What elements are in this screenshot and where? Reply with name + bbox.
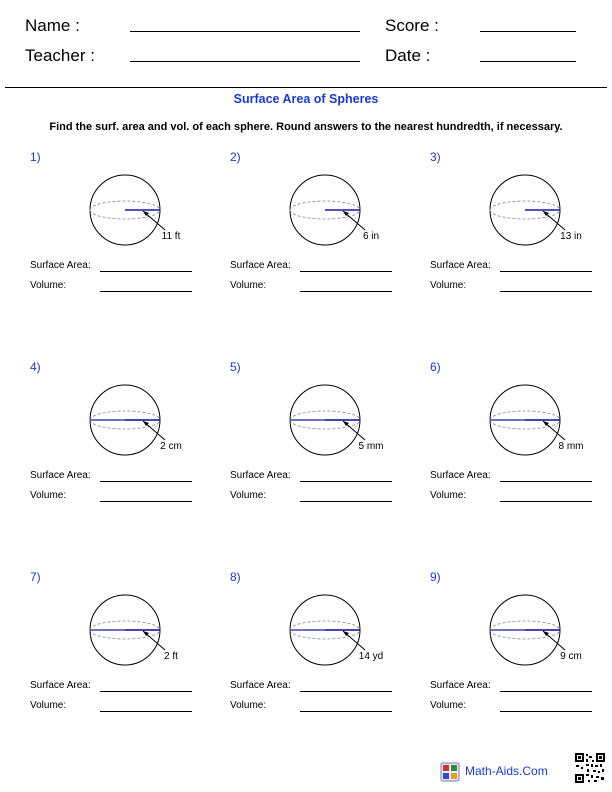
score-label: Score : <box>385 16 439 35</box>
surface-area-answer-field[interactable] <box>300 271 392 272</box>
problem-3 <box>430 150 612 350</box>
surface-area-label: Surface Area: <box>430 470 491 481</box>
volume-label: Volume: <box>430 490 467 501</box>
volume-label: Volume: <box>430 280 467 291</box>
equator-back <box>90 201 160 210</box>
problem-4 <box>30 360 230 560</box>
problem-number: 2) <box>230 150 241 164</box>
surface-area-label: Surface Area: <box>30 680 91 691</box>
volume-label: Volume: <box>30 490 67 501</box>
radius-label: 6 in <box>362 231 380 242</box>
surface-area-answer-field[interactable] <box>100 691 192 692</box>
radius-label: 5 mm <box>358 441 384 452</box>
qr-code-icon <box>574 752 606 784</box>
surface-area-label: Surface Area: <box>230 470 291 481</box>
problem-5 <box>230 360 430 560</box>
problem-number: 3) <box>430 150 441 164</box>
surface-area-answer-field[interactable] <box>500 271 592 272</box>
equator-back <box>290 621 360 630</box>
surface-area-answer-field[interactable] <box>500 481 592 482</box>
equator-back <box>90 621 160 630</box>
problem-6 <box>430 360 612 560</box>
surface-area-label: Surface Area: <box>230 680 291 691</box>
problem-number: 5) <box>230 360 241 374</box>
header-divider <box>5 87 607 88</box>
instructions: Find the surf. area and vol. of each sphere. Round answers to the nearest hundredth, if necessary. <box>49 121 563 133</box>
calculator-icon <box>440 762 460 782</box>
equator-front <box>290 420 360 429</box>
equator-front <box>490 630 560 639</box>
volume-answer-field[interactable] <box>500 711 592 712</box>
surface-area-answer-field[interactable] <box>300 691 392 692</box>
radius-label: 8 mm <box>558 441 584 452</box>
volume-label: Volume: <box>230 490 267 501</box>
problem-number: 4) <box>30 360 41 374</box>
date-field[interactable] <box>480 61 576 62</box>
problem-number: 9) <box>430 570 441 584</box>
equator-back <box>290 201 360 210</box>
problem-number: 6) <box>430 360 441 374</box>
equator-front <box>90 630 160 639</box>
worksheet-title: Surface Area of Spheres <box>233 92 379 106</box>
name-field[interactable] <box>130 31 360 32</box>
volume-answer-field[interactable] <box>500 291 592 292</box>
problem-number: 7) <box>30 570 41 584</box>
brand-text[interactable]: Math-Aids.Com <box>465 764 548 778</box>
score-field[interactable] <box>480 31 576 32</box>
surface-area-answer-field[interactable] <box>100 481 192 482</box>
volume-label: Volume: <box>30 280 67 291</box>
name-label: Name : <box>25 16 80 35</box>
equator-back <box>290 411 360 420</box>
surface-area-label: Surface Area: <box>230 260 291 271</box>
surface-area-label: Surface Area: <box>430 260 491 271</box>
equator-front <box>490 210 560 219</box>
volume-answer-field[interactable] <box>300 291 392 292</box>
volume-label: Volume: <box>430 700 467 711</box>
radius-label: 13 in <box>560 231 582 242</box>
volume-answer-field[interactable] <box>300 501 392 502</box>
teacher-label: Teacher : <box>25 46 95 65</box>
radius-label: 2 cm <box>160 441 182 452</box>
radius-label: 9 cm <box>560 651 582 662</box>
equator-front <box>90 420 160 429</box>
volume-answer-field[interactable] <box>500 501 592 502</box>
radius-label: 11 ft <box>161 231 181 242</box>
problem-7 <box>30 570 230 770</box>
problem-2 <box>230 150 430 350</box>
problem-number: 8) <box>230 570 241 584</box>
volume-label: Volume: <box>230 280 267 291</box>
surface-area-answer-field[interactable] <box>300 481 392 482</box>
volume-label: Volume: <box>30 700 67 711</box>
surface-area-label: Surface Area: <box>430 680 491 691</box>
date-label: Date : <box>385 46 431 65</box>
problem-1 <box>30 150 230 350</box>
problem-8 <box>230 570 430 770</box>
problem-number: 1) <box>30 150 41 164</box>
equator-back <box>490 621 560 630</box>
equator-back <box>490 201 560 210</box>
equator-front <box>490 420 560 429</box>
surface-area-answer-field[interactable] <box>100 271 192 272</box>
volume-answer-field[interactable] <box>100 291 192 292</box>
volume-answer-field[interactable] <box>100 711 192 712</box>
surface-area-answer-field[interactable] <box>500 691 592 692</box>
problem-9 <box>430 570 612 770</box>
teacher-field[interactable] <box>130 61 360 62</box>
equator-back <box>490 411 560 420</box>
equator-back <box>90 411 160 420</box>
volume-answer-field[interactable] <box>300 711 392 712</box>
volume-label: Volume: <box>230 700 267 711</box>
radius-label: 14 yd <box>358 651 384 662</box>
equator-front <box>290 210 360 219</box>
volume-answer-field[interactable] <box>100 501 192 502</box>
equator-front <box>90 210 160 219</box>
surface-area-label: Surface Area: <box>30 470 91 481</box>
equator-front <box>290 630 360 639</box>
radius-label: 2 ft <box>164 651 178 662</box>
surface-area-label: Surface Area: <box>30 260 91 271</box>
